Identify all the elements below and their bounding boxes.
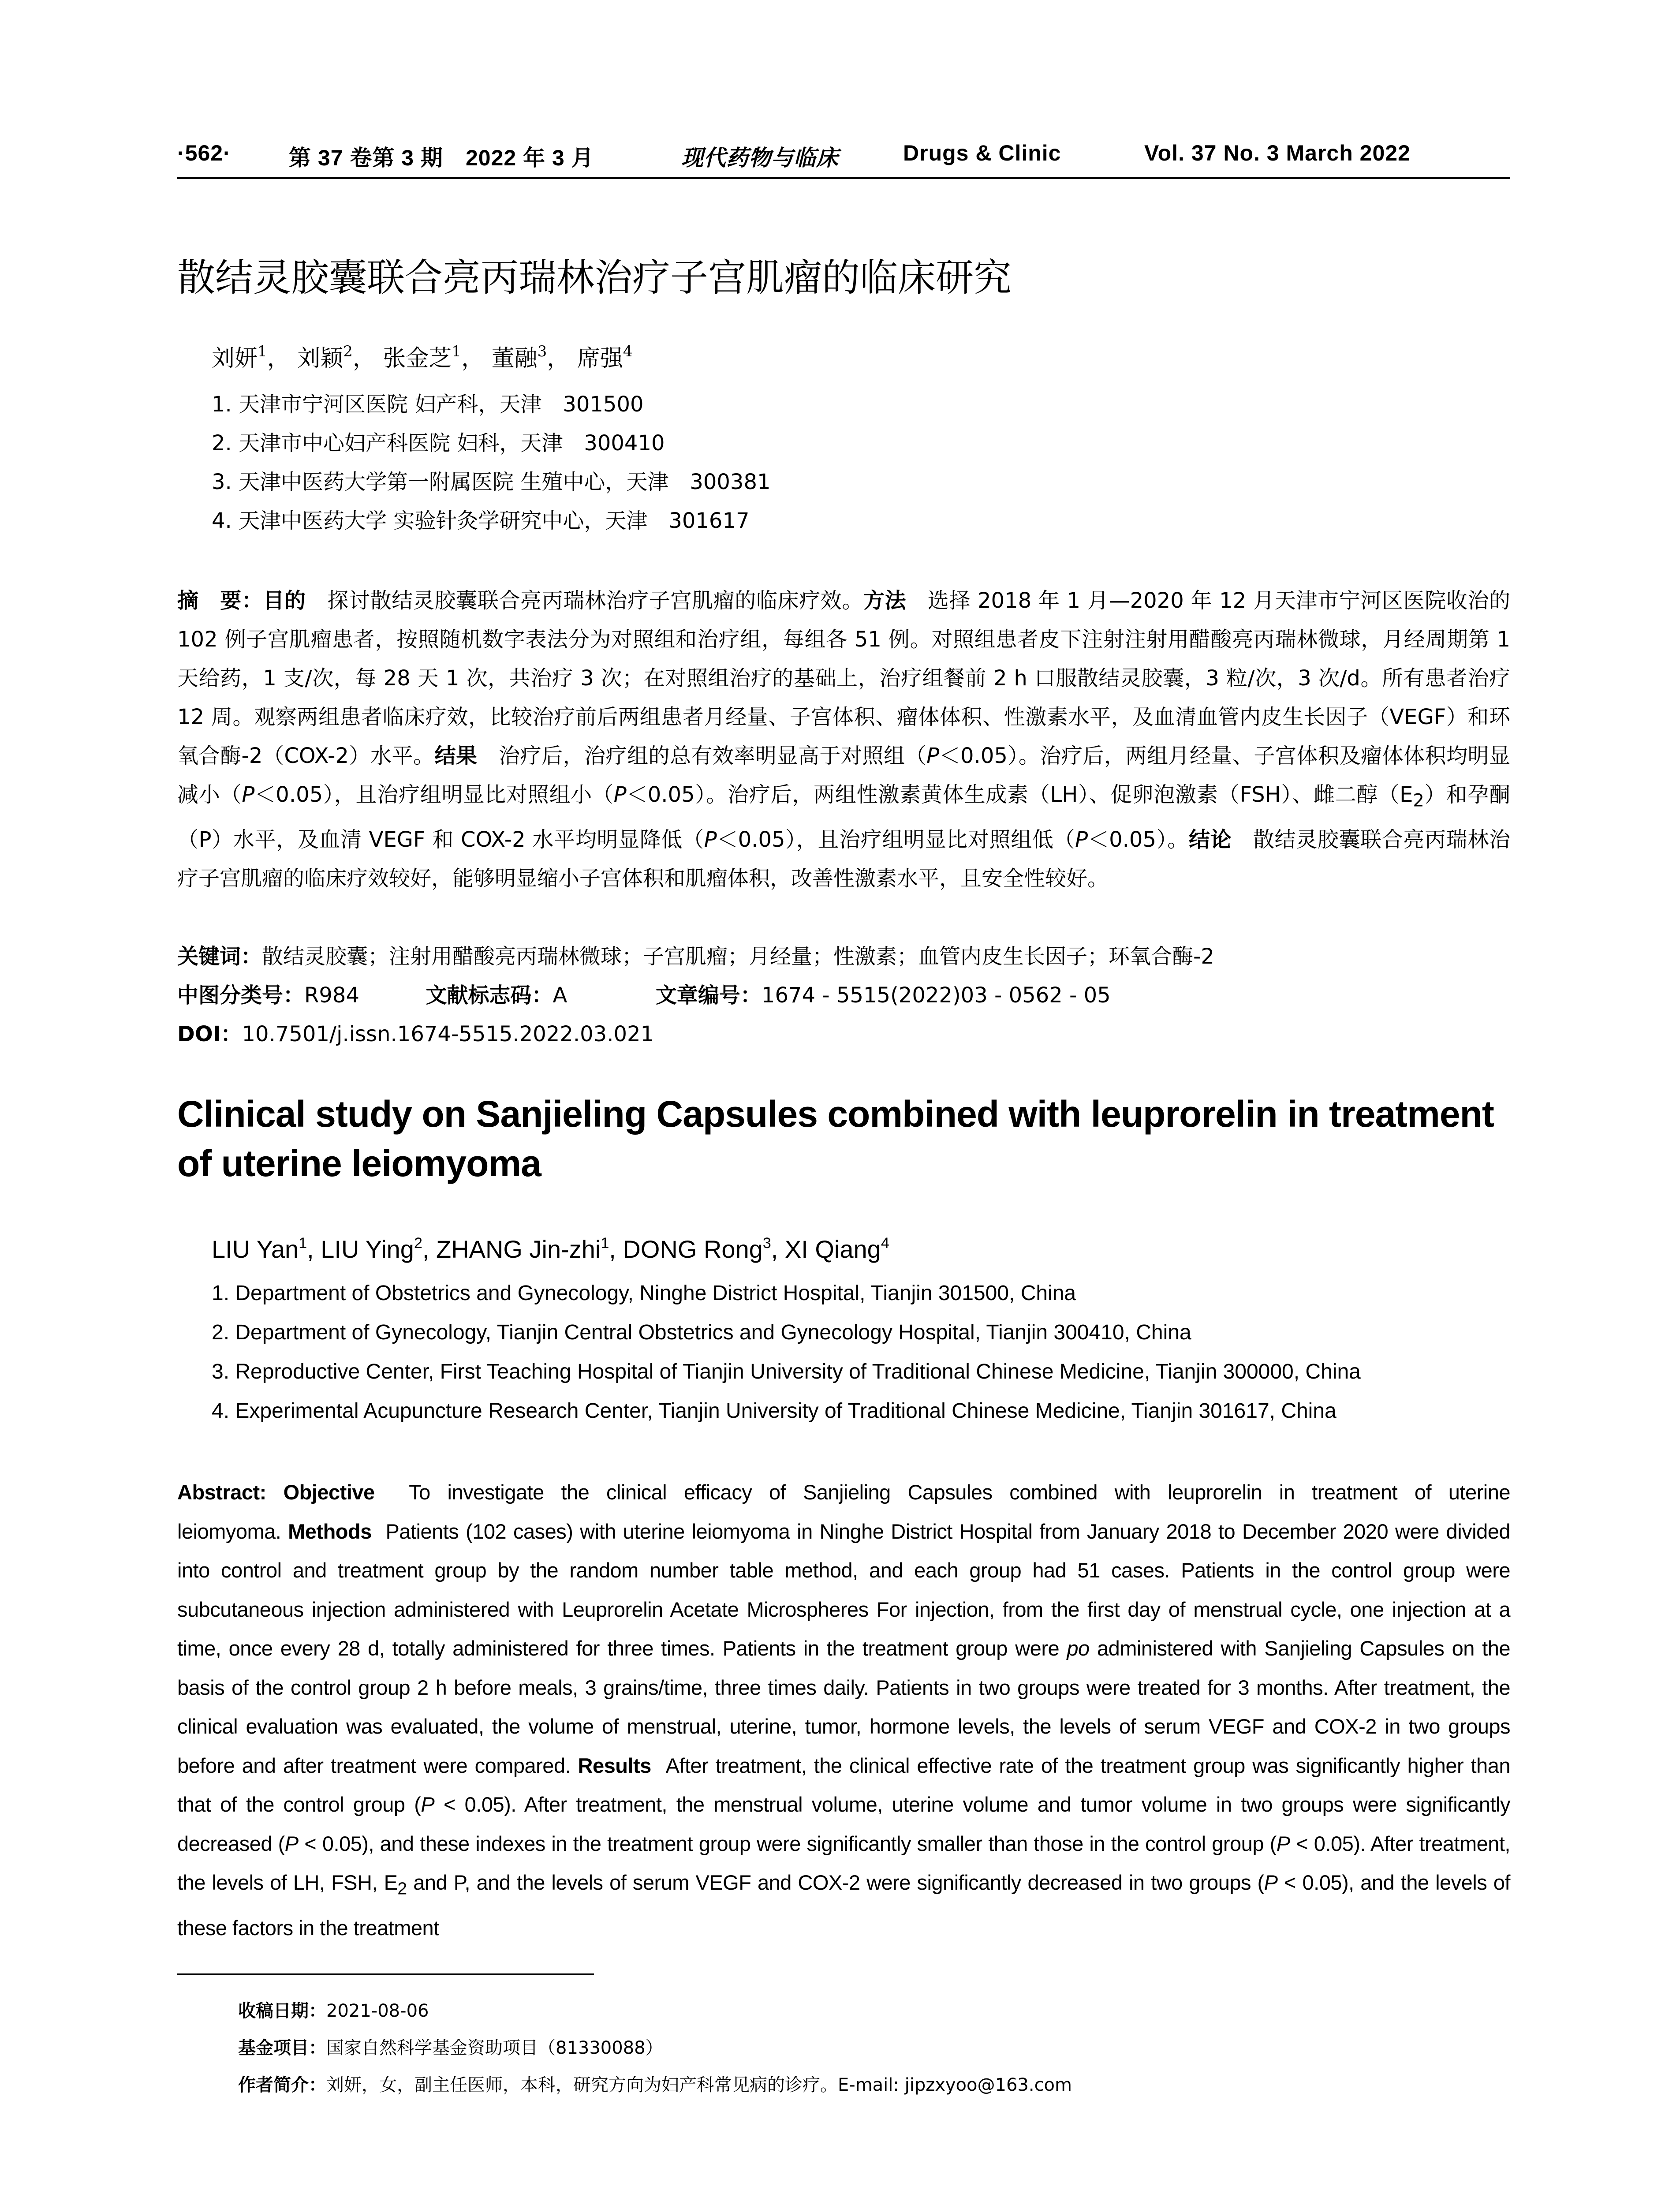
affiliation-cn-3: 3. 天津中医药大学第一附属医院 生殖中心，天津 300381 — [212, 470, 771, 494]
p-symbol: P — [926, 744, 940, 768]
methods-text: 选择 2018 年 1 月—2020 年 12 月天津市宁河区医院收治的 102 例子宫肌瘤患者，按照随机数字表法分为对照组和治疗组，每组各 51 例。对照组患者皮下注射注射用醋酸亮丙瑞林微球，月经周期第 1 天给药，1 支/次，每 28 天 1 次，共治疗 3 次；在对照组治疗的基础上，治疗组餐前 2 h 口服散结灵胶囊，3 粒/次，3 次/d。所有患者治疗 12 周。观察两组患者临床疗效，比较治疗前后两组患者月经量、子宫体积、瘤体体积、性激素水平，及血清血管内皮生长因子（VEGF）和环氧合酶-2（COX-2）水平。 — [177, 588, 1510, 768]
results-text: and P, and the levels of serum VEGF and COX-2 were significantly decreased in two groups ( — [407, 1871, 1264, 1894]
conclusion-text: 散结灵胶囊联合亮丙瑞林治疗子宫肌瘤的临床疗效较好，能够明显缩小子宫体积和肌瘤体积，改善性激素水平，且安全性较好。 — [177, 827, 1510, 891]
keywords-text: 散结灵胶囊；注射用醋酸亮丙瑞林微球；子宫肌瘤；月经量；性激素；血管内皮生长因子；环氧合酶-2 — [262, 944, 1214, 969]
author-affil-mark: 3 — [762, 1235, 771, 1252]
doi-line — [177, 1017, 654, 1047]
author-separator: ， — [267, 345, 290, 372]
methods-text: Patients (102 cases) with uterine leiomyoma in Ninghe District Hospital from January 2018 to December 2020 were divided into control and treatment group by the random number table method, and each group had 51 cases. Patients in the control group were subcutaneous injection administered with Leuprorelin Acetate Microspheres For injection, from the first day of menstrual cycle, one injection at a time, once every 28 d, totally administered for three times. Patients in the treatment group were — [177, 1519, 1511, 1660]
author-separator: ， — [461, 345, 485, 372]
author-separator: , — [771, 1235, 785, 1263]
page-number: ·562· — [177, 141, 231, 165]
results-text: ）和孕酮（P）水平，及血清 VEGF 和 COX-2 水平均明显降低（ — [177, 782, 1510, 852]
author-name: 董融 — [491, 345, 538, 372]
article-title-cn: 散结灵胶囊联合亮丙瑞林治疗子宫肌瘤的临床研究 — [177, 256, 1012, 300]
author-affil-mark: 1 — [299, 1235, 307, 1252]
journal-name-en: Drugs & Clinic — [903, 141, 1061, 165]
subscript: 2 — [397, 1879, 407, 1899]
abstract-cn — [177, 581, 1510, 898]
author-name: 张金芝 — [383, 345, 452, 372]
footnote-text: 2021-08-06 — [326, 2001, 429, 2021]
author-name: LIU Ying — [321, 1235, 414, 1263]
p-symbol: P — [704, 827, 717, 852]
affiliation-cn-2: 2. 天津市中心妇产科医院 妇科，天津 300410 — [212, 431, 665, 456]
author-affil-mark: 3 — [537, 343, 547, 360]
footnote-author-bio — [238, 2071, 1072, 2096]
affiliation-en-3: 3. Reproductive Center, First Teaching Hospital of Tianjin University of Traditional Chinese Medicine, Tianjin 300000, China — [212, 1360, 1361, 1383]
author-separator: ， — [352, 345, 376, 372]
objective-text: 探讨散结灵胶囊联合亮丙瑞林治疗子宫肌瘤的临床疗效。 — [306, 588, 863, 613]
author-name: 席强 — [577, 345, 623, 372]
results-text: < 0.05). After treatment, the levels of LH, FSH, E — [177, 1831, 1510, 1894]
results-text: < 0.05), and the levels of these factors in the treatment — [177, 1871, 1510, 1940]
affiliation-en-2: 2. Department of Gynecology, Tianjin Central Obstetrics and Gynecology Hospital, Tianjin 300410, China — [212, 1321, 1191, 1344]
methods-label: 方法 — [863, 588, 907, 613]
p-symbol: P — [1276, 1831, 1290, 1855]
author-affil-mark: 1 — [258, 343, 267, 360]
article-no-value: 1674 - 5515(2022)03 - 0562 - 05 — [761, 983, 1111, 1008]
article-no-label: 文章编号： — [655, 983, 762, 1008]
abstract-label: Abstract: — [177, 1480, 266, 1504]
author-list-en — [212, 1235, 889, 1263]
author-affil-mark: 4 — [623, 343, 633, 360]
p-symbol: P — [1075, 827, 1088, 852]
author-affil-mark: 2 — [343, 343, 353, 360]
clc-label: 中图分类号： — [177, 983, 305, 1008]
objective-text: To investigate the clinical efficacy of Sanjieling Capsules combined with leuprorelin in treatment of uterine leiomyoma. — [177, 1480, 1510, 1543]
p-symbol: P — [1264, 1871, 1278, 1894]
affiliation-en-1: 1. Department of Obstetrics and Gynecology, Ninghe District Hospital, Tianjin 301500, China — [212, 1282, 1076, 1305]
results-text: ＜0.05），且治疗组明显比对照组小（ — [254, 782, 614, 807]
footnote-rule — [177, 1973, 594, 1975]
author-name: DONG Rong — [623, 1235, 763, 1263]
footnote-text: 刘妍，女，副主任医师，本科，研究方向为妇产科常见病的诊疗。E-mail: jipzxyoo@163.com — [326, 2075, 1072, 2095]
footnote-text: 国家自然科学基金资助项目（81330088） — [326, 2038, 663, 2058]
p-symbol: P — [242, 782, 255, 807]
objective-label: Objective — [283, 1480, 375, 1504]
author-name: ZHANG Jin-zhi — [436, 1235, 601, 1263]
results-text: ＜0.05）。 — [1088, 827, 1189, 852]
subscript: 2 — [1413, 790, 1424, 811]
author-name: 刘颖 — [297, 345, 343, 372]
author-name: 刘妍 — [212, 345, 258, 372]
author-affil-mark: 2 — [414, 1235, 422, 1252]
results-text: ＜0.05），且治疗组明显比对照组低（ — [717, 827, 1075, 852]
results-label: Results — [578, 1753, 651, 1777]
results-text: 治疗后，治疗组的总有效率明显高于对照组（ — [477, 744, 927, 768]
journal-name-cn: 现代药物与临床 — [681, 145, 839, 171]
keywords-label: 关键词： — [177, 944, 262, 969]
classification-line — [177, 978, 1111, 1009]
author-separator: , — [609, 1235, 623, 1263]
author-name: XI Qiang — [784, 1235, 881, 1263]
affiliation-cn-4: 4. 天津中医药大学 实验针灸学研究中心，天津 301617 — [212, 508, 750, 533]
abstract-en — [177, 1473, 1510, 1947]
issue-en: Vol. 37 No. 3 March 2022 — [1144, 141, 1411, 165]
abstract-label: 摘 要： — [177, 588, 263, 613]
methods-text: administered with Sanjieling Capsules on the basis of the control group 2 h before meals, 3 grains/time, three times daily. Patients in two groups were treated for 3 months. After treatment, the clinical evaluation was evaluated, the volume of menstrual, uterine, tumor, hormone levels, the levels of serum VEGF and COX-2 in two groups before and after treatment were compared. — [177, 1637, 1510, 1777]
results-text: < 0.05), and these indexes in the treatment group were significantly smaller than those in the control group ( — [298, 1831, 1277, 1855]
author-affil-mark: 4 — [881, 1235, 889, 1252]
affiliation-cn-1: 1. 天津市宁河区医院 妇产科，天津 301500 — [212, 392, 644, 417]
results-text: ＜0.05）。治疗后，两组月经量、子宫体积及瘤体体积均明显减小（ — [177, 744, 1510, 807]
results-label: 结果 — [434, 744, 478, 768]
methods-label: Methods — [288, 1519, 372, 1543]
footnote-label: 作者简介： — [238, 2075, 326, 2095]
doc-code-label: 文献标志码： — [426, 983, 553, 1008]
author-separator: ， — [547, 345, 570, 372]
results-text: ＜0.05）。治疗后，两组性激素黄体生成素（LH）、促卵泡激素（FSH）、雌二醇（E — [626, 782, 1413, 807]
author-list-cn — [212, 340, 632, 373]
results-text: After treatment, the clinical effective rate of the treatment group was significantly higher than that of the control group ( — [177, 1753, 1510, 1816]
author-name: LIU Yan — [212, 1235, 299, 1263]
footnote-label: 收稿日期： — [238, 2001, 326, 2021]
footnote-funding — [238, 2034, 663, 2059]
author-affil-mark: 1 — [601, 1235, 609, 1252]
p-symbol: P — [284, 1831, 299, 1855]
author-affil-mark: 1 — [452, 343, 462, 360]
po-term: po — [1067, 1637, 1090, 1660]
doc-code-value: A — [553, 983, 567, 1008]
conclusion-label: 结论 — [1188, 827, 1232, 852]
affiliation-en-4: 4. Experimental Acupuncture Research Center, Tianjin University of Traditional Chinese Medicine, Tianjin 301617, China — [212, 1399, 1337, 1423]
objective-label: 目的 — [263, 588, 306, 613]
footnote-label: 基金项目： — [238, 2038, 326, 2058]
issue-cn: 第 37 卷第 3 期 2022 年 3 月 — [289, 146, 594, 170]
author-separator: , — [307, 1235, 321, 1263]
p-symbol: P — [613, 782, 627, 807]
author-separator: , — [422, 1235, 436, 1263]
results-text: < 0.05). After treatment, the menstrual volume, uterine volume and tumor volume in two groups were significantly decreased ( — [177, 1793, 1510, 1855]
header-rule — [177, 177, 1510, 179]
clc-value: R984 — [304, 983, 359, 1008]
doi-value: 10.7501/j.issn.1674-5515.2022.03.021 — [242, 1022, 654, 1046]
footnote-received — [238, 1997, 429, 2022]
doi-label: DOI： — [177, 1022, 242, 1046]
article-title-en: Clinical study on Sanjieling Capsules combined with leuprorelin in treatment of uterine leiomyoma — [177, 1093, 1494, 1184]
keywords-cn — [177, 939, 1214, 970]
p-symbol: P — [421, 1793, 435, 1816]
